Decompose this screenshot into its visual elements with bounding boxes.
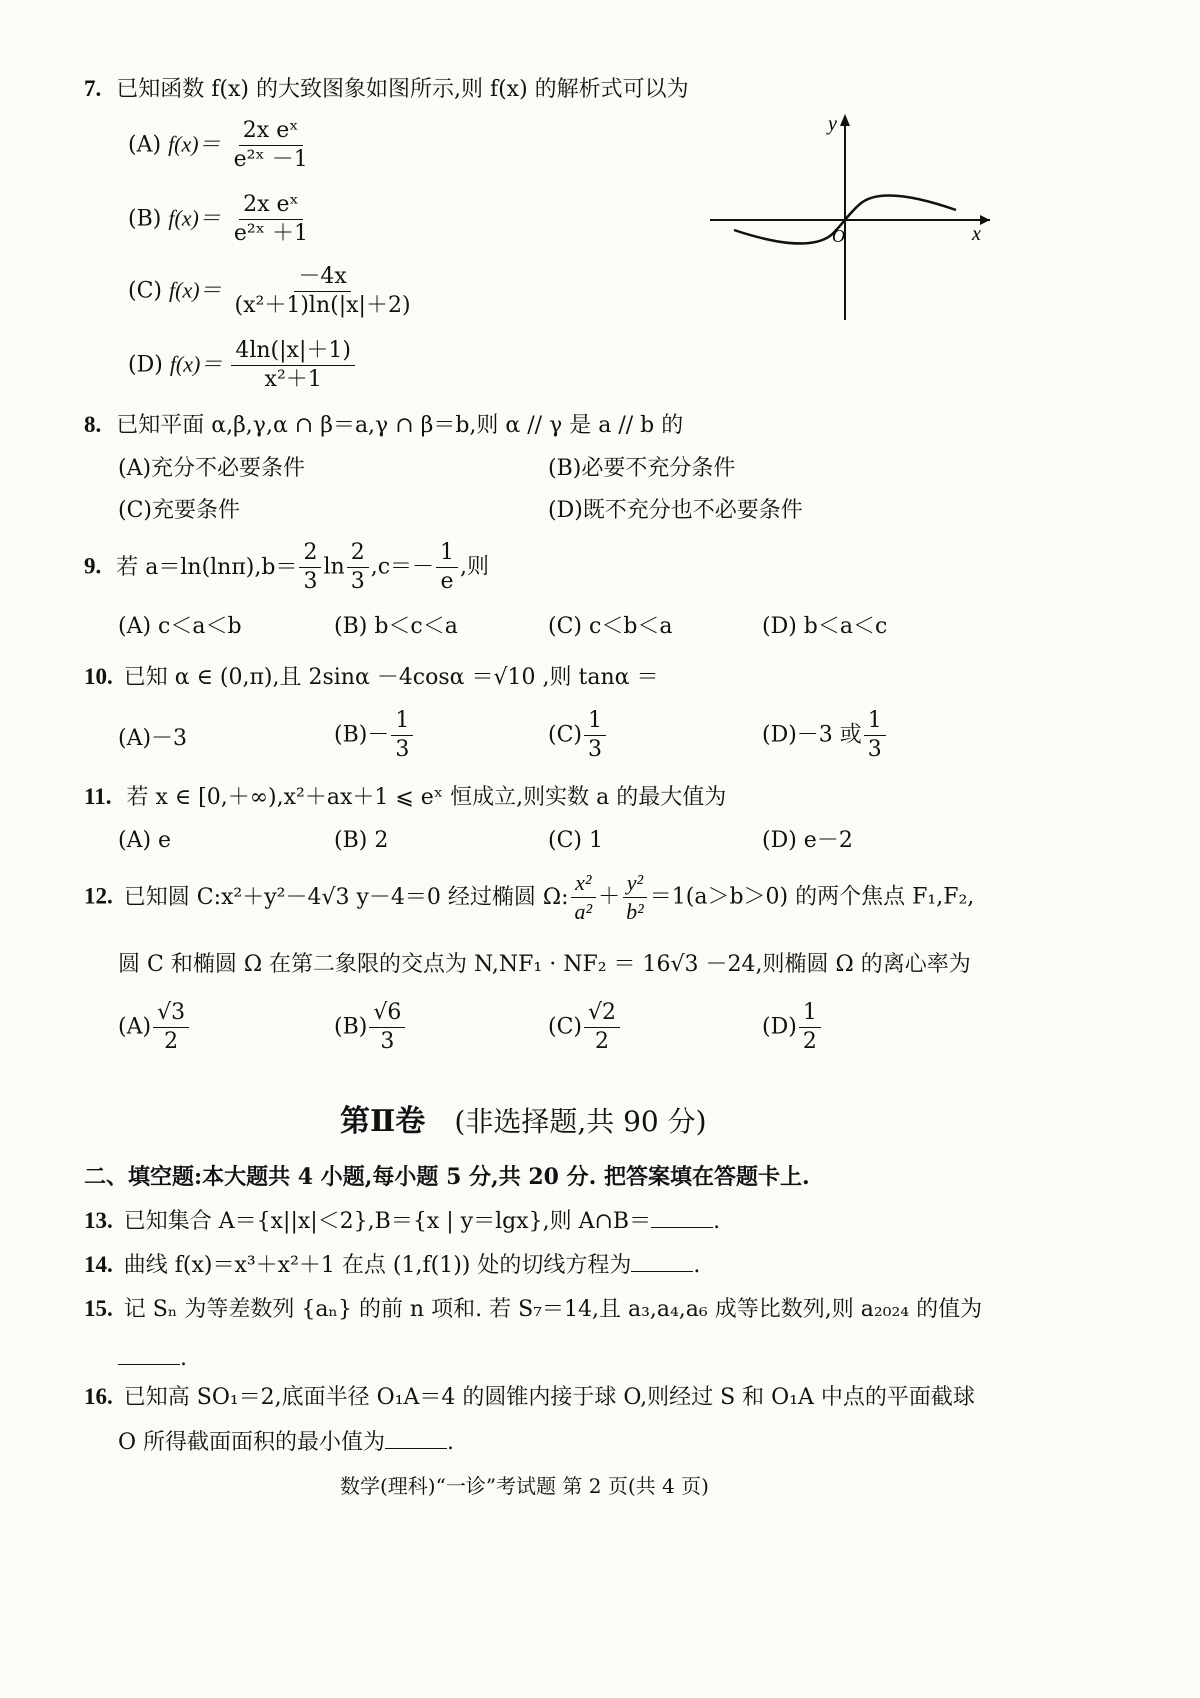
fraction-numerator: 4ln(|x|＋1) <box>231 338 355 366</box>
q10-option-d <box>762 708 888 763</box>
q16-line-2 <box>118 1428 454 1458</box>
q9-option-a: (A) c＜a＜b <box>118 614 242 639</box>
q7-option-b <box>128 192 314 247</box>
q7-function-graph <box>700 110 1000 330</box>
option-label: (C) <box>128 278 162 304</box>
q15-answer-line <box>118 1344 187 1374</box>
q12-stem-line-2: 圆 C 和椭圆 Ω 在第二象限的交点为 N,NF₁ · NF₂ ＝ 16√3 －24,则椭圆 Ω 的离心率为 <box>118 952 971 977</box>
fraction-numerator: 2x eˣ <box>239 192 303 220</box>
q12-stem-part: ＋ <box>598 884 621 910</box>
section-2-subtitle: (非选择题,共 90 分) <box>454 1105 707 1138</box>
section-2-title: 第Ⅱ卷 <box>340 1104 426 1139</box>
answer-blank[interactable] <box>651 1207 713 1228</box>
q10-option-a: (A)－3 <box>118 726 188 751</box>
fraction-numerator: x² <box>571 870 595 898</box>
q9-stem-line <box>84 540 489 595</box>
fraction-numerator: 1 <box>584 708 606 736</box>
x-axis-label: x <box>972 223 981 245</box>
fraction-denominator: 3 <box>395 737 410 762</box>
q14-line <box>84 1250 700 1281</box>
option-lhs: f(x)＝ <box>168 131 221 157</box>
q11-stem: 若 x ∈ [0,＋∞),x²＋ax＋1 ⩽ eˣ 恒成立,则实数 a 的最大值为 <box>126 785 727 810</box>
fraction-numerator: 1 <box>436 540 458 568</box>
y-axis-label: y <box>828 113 837 135</box>
q10-option-c <box>548 708 608 763</box>
fraction-numerator: 1 <box>391 708 413 736</box>
q8-option-a: (A)充分不必要条件 <box>118 456 306 481</box>
fraction-denominator: e²ˣ －1 <box>233 147 308 172</box>
fraction-numerator: 2 <box>347 540 369 568</box>
q15-stem: 记 Sₙ 为等差数列 {aₙ} 的前 n 项和. 若 S₇＝14,且 a₃,a₄,a₆ 成等比数列,则 a₂₀₂₄ 的值为 <box>123 1297 983 1322</box>
fraction-numerator: √6 <box>369 1000 405 1028</box>
q15-line <box>84 1294 982 1325</box>
q12-stem-part: 已知圆 C:x²＋y²－4√3 y－4＝0 经过椭圆 Ω: <box>123 884 569 910</box>
q8-stem: 已知平面 α,β,γ,α ∩ β＝a,γ ∩ β＝b,则 α // γ 是 a // b 的 <box>116 413 684 438</box>
q7-option-c <box>128 264 417 319</box>
q15-number: 15. <box>84 1296 113 1321</box>
page-footer: 数学(理科)“一诊”考试题 第 2 页(共 4 页) <box>340 1474 709 1498</box>
x-axis-arrow <box>980 215 990 225</box>
q8-stem-line <box>84 410 683 441</box>
q7-option-d <box>128 338 357 393</box>
q13-number: 13. <box>84 1208 113 1233</box>
q12-option-a <box>118 1000 191 1055</box>
fraction-numerator: 1 <box>799 1000 821 1028</box>
fraction-denominator: x²＋1 <box>264 367 322 392</box>
answer-blank[interactable] <box>118 1344 180 1365</box>
option-label: (D) <box>762 1014 797 1040</box>
option-label: (C) <box>548 1014 582 1040</box>
q8-option-b: (B)必要不充分条件 <box>548 456 736 481</box>
fraction-denominator: 3 <box>867 737 882 762</box>
option-label: (D)－3 或 <box>762 722 862 748</box>
fraction-denominator: 2 <box>164 1029 179 1054</box>
q9-option-d: (D) b＜a＜c <box>762 614 888 639</box>
q15-end: . <box>180 1346 187 1371</box>
q7-option-a <box>128 118 314 173</box>
q16-stem-1: 已知高 SO₁＝2,底面半径 O₁A＝4 的圆锥内接于球 O,则经过 S 和 O₁A 中点的平面截球 <box>123 1385 975 1410</box>
fraction-numerator: 2x eˣ <box>239 118 303 146</box>
q12-option-d <box>762 1000 823 1055</box>
q9-stem-part: 若 a＝ln(lnπ),b＝ <box>116 554 298 580</box>
q8-number: 8. <box>84 412 102 437</box>
q13-line <box>84 1206 720 1237</box>
q16-number: 16. <box>84 1384 113 1409</box>
q10-stem-line <box>84 662 659 693</box>
fraction-numerator: 2 <box>299 540 321 568</box>
q9-number: 9. <box>84 553 102 579</box>
q12-stem-line-1 <box>84 870 974 925</box>
q9-stem-part: ln <box>323 554 345 580</box>
q12-option-c <box>548 1000 622 1055</box>
option-label: (D) <box>128 352 163 378</box>
q11-option-b: (B) 2 <box>334 828 389 853</box>
q7-number: 7. <box>84 76 102 101</box>
q8-option-d: (D)既不充分也不必要条件 <box>548 498 803 523</box>
fraction-denominator: 2 <box>595 1029 609 1054</box>
q9-stem-part: ,c＝－ <box>370 554 435 580</box>
q12-number: 12. <box>84 883 113 909</box>
option-label: (A) <box>128 132 162 158</box>
fraction-denominator: 2 <box>802 1029 817 1054</box>
fraction-denominator: 3 <box>350 569 365 594</box>
q11-option-c: (C) 1 <box>548 828 603 853</box>
fraction-denominator: a² <box>574 899 593 924</box>
fraction-numerator: √3 <box>153 1000 189 1028</box>
answer-blank[interactable] <box>385 1428 447 1449</box>
q14-number: 14. <box>84 1252 113 1277</box>
fraction-denominator: e <box>440 569 454 594</box>
q11-option-a: (A) e <box>118 828 172 853</box>
q16-stem-2: O 所得截面面积的最小值为 <box>118 1430 386 1455</box>
q14-end: . <box>693 1253 701 1278</box>
fraction-denominator: b² <box>626 899 644 924</box>
q7-stem-line <box>84 74 689 105</box>
option-lhs: f(x)＝ <box>169 277 222 303</box>
fraction-denominator: 3 <box>380 1029 395 1054</box>
section-2-instructions: 二、填空题:本大题共 4 小题,每小题 5 分,共 20 分. 把答案填在答题卡上. <box>84 1164 810 1190</box>
fraction-denominator: (x²＋1)ln(|x|＋2) <box>234 293 411 318</box>
q11-stem-line <box>84 782 726 813</box>
q14-stem: 曲线 f(x)＝x³＋x²＋1 在点 (1,f(1)) 处的切线方程为 <box>123 1253 632 1278</box>
q16-end: . <box>447 1430 455 1455</box>
section-2-heading <box>340 1096 707 1140</box>
q11-option-d: (D) e－2 <box>762 828 853 853</box>
q11-number: 11. <box>84 784 112 809</box>
q7-stem: 已知函数 f(x) 的大致图象如图所示,则 f(x) 的解析式可以为 <box>116 77 689 102</box>
q9-option-b: (B) b＜c＜a <box>334 614 458 639</box>
origin-label: O <box>832 226 845 246</box>
fraction-denominator: 3 <box>303 569 318 594</box>
fraction-numerator: y² <box>623 870 647 898</box>
q13-stem: 已知集合 A＝{x||x|＜2},B＝{x | y＝lgx},则 A∩B＝ <box>123 1209 652 1234</box>
q13-end: . <box>713 1209 721 1234</box>
option-label: (B) <box>128 206 162 232</box>
fraction-numerator: －4x <box>294 264 350 292</box>
option-label: (B) <box>334 1014 368 1040</box>
option-lhs: f(x)＝ <box>168 205 221 231</box>
q10-stem: 已知 α ∈ (0,π),且 2sinα －4cosα ＝√10 ,则 tanα ＝ <box>123 665 659 690</box>
q12-stem-part: ＝1(a＞b＞0) 的两个焦点 F₁,F₂, <box>649 884 975 910</box>
option-lhs: f(x)＝ <box>169 351 223 377</box>
q9-option-c: (C) c＜b＜a <box>548 614 673 639</box>
q10-option-b <box>334 708 415 763</box>
option-label: (B)－ <box>334 722 390 748</box>
q16-line-1 <box>84 1382 975 1413</box>
fraction-numerator: 1 <box>864 708 886 736</box>
q12-option-b <box>334 1000 407 1055</box>
q9-stem-part: ,则 <box>460 554 490 580</box>
q10-number: 10. <box>84 664 113 689</box>
answer-blank[interactable] <box>631 1251 693 1272</box>
option-label: (C) <box>548 722 582 748</box>
fraction-denominator: e²ˣ ＋1 <box>233 221 309 246</box>
fraction-denominator: 3 <box>588 737 602 762</box>
option-label: (A) <box>118 1014 152 1040</box>
y-axis-arrow <box>840 114 850 126</box>
fraction-numerator: √2 <box>584 1000 620 1028</box>
q8-option-c: (C)充要条件 <box>118 498 240 523</box>
